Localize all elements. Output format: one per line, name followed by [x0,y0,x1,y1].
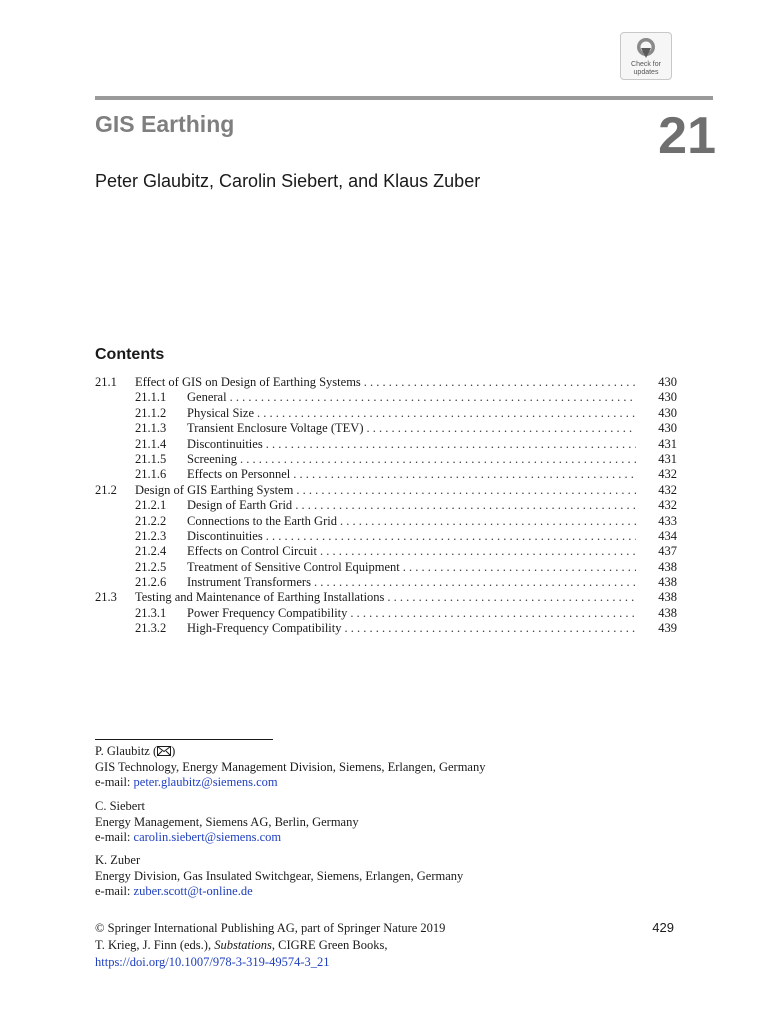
toc-number: 21.3 [95,590,117,605]
table-of-contents [95,375,677,637]
email-link[interactable]: zuber.scott@t-online.de [133,884,253,898]
toc-number: 21.1 [95,375,117,389]
contents-heading: Contents [95,346,165,363]
toc-leader-dots [296,483,636,498]
footnote-author-2 [95,799,655,846]
toc-number: 21.2.4 [135,544,167,559]
author-affiliation: Energy Division, Gas Insulated Switchgear, Siemens, Erlangen, Germany [95,868,464,883]
envelope-icon [157,746,171,756]
author-name: P. Glaubitz ( [95,744,158,758]
toc-number: 21.3.1 [135,605,167,620]
email-link[interactable]: carolin.siebert@siemens.com [133,830,282,844]
toc-title: Discontinuities [187,436,263,451]
toc-title: Design of Earth Grid [187,498,293,513]
toc-leader-dots [266,529,636,544]
author-name: C. Siebert [95,799,145,813]
toc-title: Effects on Control Circuit [187,544,317,559]
toc-leader-dots [403,560,636,575]
toc-page-number: 432 [658,482,677,497]
toc-title: Connections to the Earth Grid [187,513,337,528]
toc-number: 21.2.3 [135,528,167,543]
doi-link[interactable]: https://doi.org/10.1007/978-3-319-49574-3_21 [95,955,330,969]
chapter-authors: Peter Glaubitz, Carolin Siebert, and Klaus Zuber [95,171,481,191]
toc-page-number: 431 [658,436,677,451]
toc-page-number: 434 [658,528,677,543]
toc-leader-dots [314,575,636,590]
toc-entry[interactable] [95,375,677,390]
email-link[interactable]: peter.glaubitz@siemens.com [133,775,278,789]
toc-number: 21.1.3 [135,421,167,436]
toc-entry[interactable] [95,421,677,436]
toc-page-number: 438 [658,605,677,620]
toc-entry[interactable] [95,606,677,621]
toc-page-number: 438 [658,575,677,590]
toc-number: 21.1.4 [135,436,167,451]
toc-leader-dots [320,544,636,559]
toc-entry[interactable] [95,483,677,498]
toc-title: Design of GIS Earthing System [135,482,294,497]
toc-page-number: 437 [658,544,677,559]
toc-entry[interactable] [95,437,677,452]
toc-leader-dots [293,467,636,482]
toc-page-number: 432 [658,498,677,513]
toc-entry[interactable] [95,621,677,636]
chapter-title: GIS Earthing [95,111,235,137]
author-name-suffix: ) [171,744,176,758]
toc-number: 21.2 [95,482,117,497]
toc-title: Screening [187,451,237,466]
badge-line2: updates [633,69,659,76]
toc-page-number: 438 [658,559,677,574]
toc-number: 21.2.5 [135,559,167,574]
citation-suffix: , CIGRE Green Books, [271,938,388,952]
toc-title: Effects on Personnel [187,467,291,482]
copyright-block [95,920,695,971]
bookmark-icon [635,36,657,60]
toc-entry[interactable] [95,590,677,605]
toc-number: 21.1.2 [135,405,167,420]
toc-title: Discontinuities [187,528,263,543]
toc-number: 21.2.6 [135,575,167,590]
footnote-author-1 [95,744,655,791]
toc-page-number: 430 [658,421,677,436]
toc-page-number: 430 [658,405,677,420]
toc-entry[interactable] [95,406,677,421]
email-label: e-mail: [95,884,134,898]
toc-leader-dots [350,606,636,621]
toc-title: Treatment of Sensitive Control Equipment [187,559,400,574]
toc-page-number: 433 [658,513,677,528]
toc-page-number: 432 [658,467,677,482]
toc-entry[interactable] [95,467,677,482]
toc-title: Instrument Transformers [187,575,311,590]
email-label: e-mail: [95,830,134,844]
toc-entry[interactable] [95,544,677,559]
author-name: K. Zuber [95,853,141,867]
toc-page-number: 430 [658,375,677,389]
toc-number: 21.1.1 [135,390,167,405]
toc-leader-dots [387,590,636,605]
footnote-rule [95,739,273,740]
toc-title: High-Frequency Compatibility [187,621,342,636]
toc-number: 21.1.6 [135,467,167,482]
book-title: Substations [214,938,272,952]
toc-title: Physical Size [187,405,255,420]
toc-entry[interactable] [95,514,677,529]
toc-number: 21.1.5 [135,451,167,466]
check-for-updates-badge[interactable] [620,32,672,80]
toc-entry[interactable] [95,560,677,575]
copyright-line: © Springer International Publishing AG, part of Springer Nature 2019 [95,921,446,935]
toc-leader-dots [345,621,637,636]
toc-title: Power Frequency Compatibility [187,605,348,620]
toc-number: 21.2.1 [135,498,167,513]
author-affiliation: Energy Management, Siemens AG, Berlin, Germany [95,814,359,829]
citation-prefix: T. Krieg, J. Finn (eds.), [95,938,215,952]
toc-title: Testing and Maintenance of Earthing Installations [135,590,385,605]
email-label: e-mail: [95,775,134,789]
toc-leader-dots [366,421,636,436]
toc-leader-dots [295,498,636,513]
header-rule [95,96,713,100]
toc-number: 21.3.2 [135,621,167,636]
chapter-number: 21 [658,107,716,165]
toc-title: Effect of GIS on Design of Earthing Systems [135,375,361,389]
toc-page-number: 439 [658,621,677,636]
toc-entry[interactable] [95,498,677,513]
toc-title: General [187,390,227,405]
toc-entry[interactable] [95,575,677,590]
toc-page-number: 438 [658,590,677,605]
toc-entry[interactable] [95,390,677,405]
badge-line1: Check for [631,61,661,68]
toc-page-number: 430 [658,390,677,405]
toc-number: 21.2.2 [135,513,167,528]
toc-leader-dots [230,390,636,405]
toc-entry[interactable] [95,452,677,467]
toc-leader-dots [266,437,636,452]
toc-leader-dots [364,375,636,390]
toc-leader-dots [257,406,636,421]
author-affiliation: GIS Technology, Energy Management Division, Siemens, Erlangen, Germany [95,759,486,774]
toc-entry[interactable] [95,529,677,544]
toc-page-number: 431 [658,451,677,466]
page-number: 429 [652,920,674,935]
footnote-author-3 [95,853,655,900]
toc-title: Transient Enclosure Voltage (TEV) [187,421,364,436]
toc-leader-dots [340,514,636,529]
toc-leader-dots [240,452,636,467]
